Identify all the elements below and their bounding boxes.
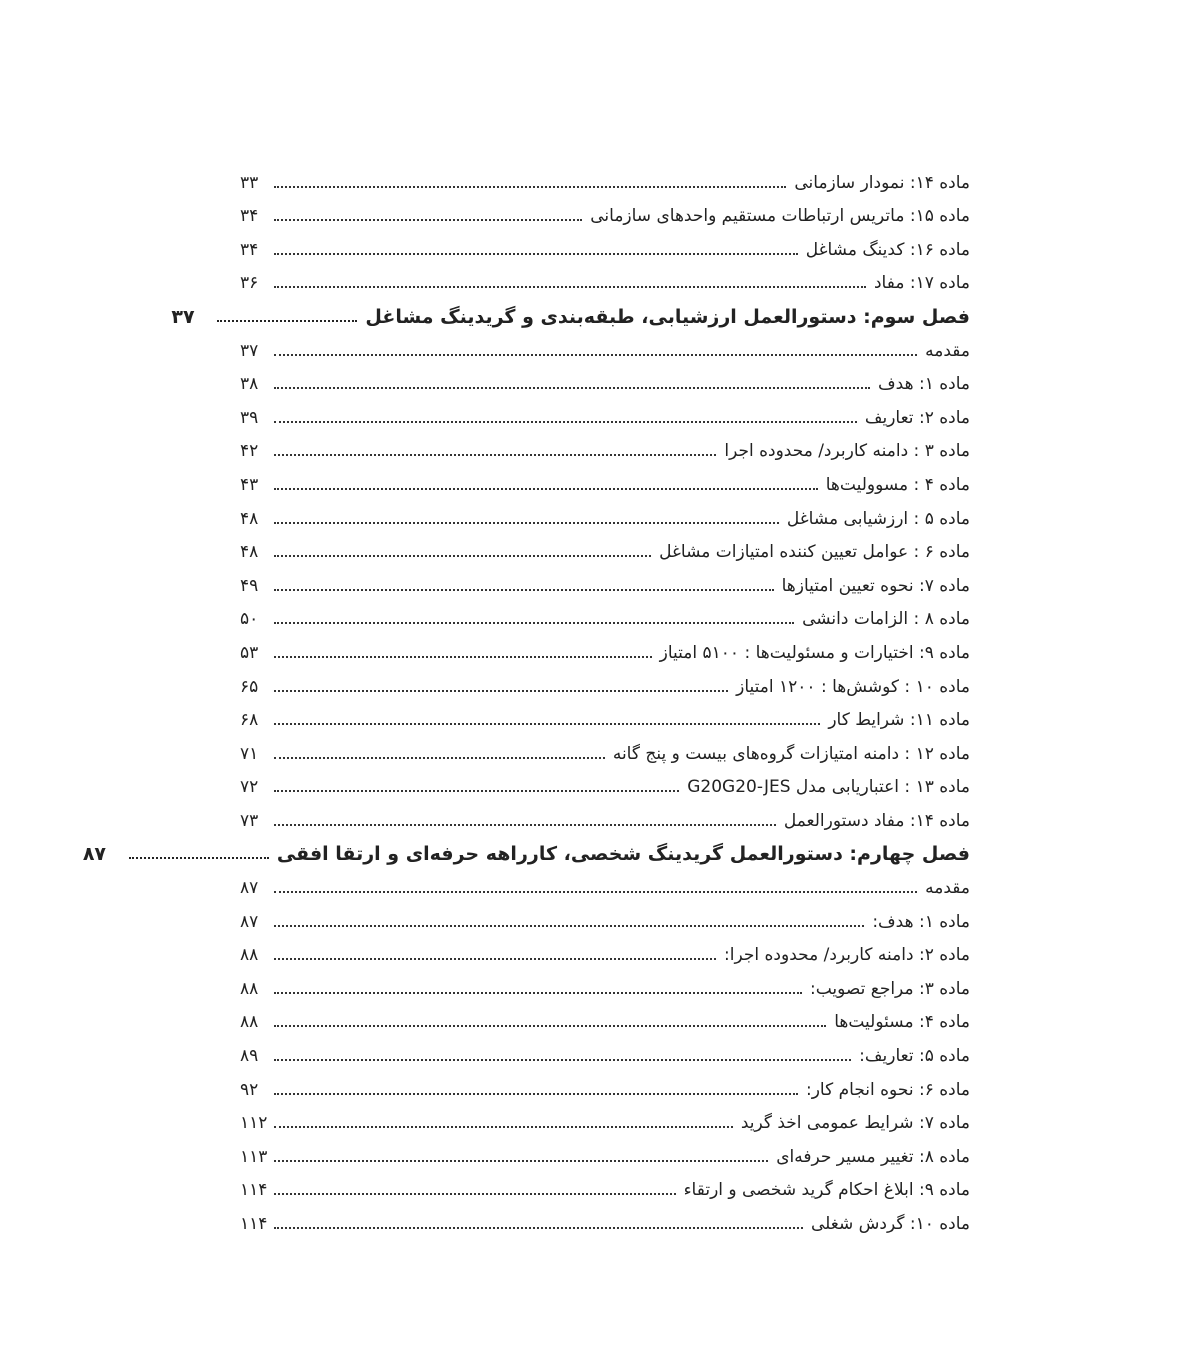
toc-entry-title: ماده ۶ : عوامل تعیین کننده امتیازات مشاغل (659, 542, 970, 563)
toc-entry (240, 801, 970, 835)
toc-entry-page-number: ۴۳ (240, 474, 259, 495)
toc-entry (240, 398, 970, 432)
toc-entry-title: ماده ۸ : الزامات دانشی (802, 609, 970, 630)
dot-leader (274, 1059, 851, 1061)
dot-leader (274, 488, 818, 490)
toc-entry-title: ماده ۱۶: کدینگ مشاغل (805, 239, 970, 260)
toc-entry-title: ماده ۱۱: شرایط کار (828, 710, 970, 731)
dot-leader (217, 320, 357, 322)
toc-entry-page-number: ۳۳ (240, 172, 259, 193)
toc-entry (240, 701, 970, 735)
toc-chapter-heading (82, 835, 970, 869)
toc-entry-page-number: ۱۱۲ (240, 1113, 268, 1134)
dot-leader (274, 824, 776, 826)
toc-entry (240, 1003, 970, 1037)
dot-leader (274, 387, 870, 389)
toc-entry-title: ماده ۷: شرایط عمومی اخذ گرید (740, 1113, 970, 1134)
toc-entry (240, 264, 970, 298)
toc-entry-title: ماده ۱۴: مفاد دستورالعمل (783, 810, 970, 831)
toc-entry-title: ماده ۸: تغییر مسیر حرفه‌ای (776, 1146, 970, 1167)
dot-leader (274, 421, 857, 423)
toc-entry-page-number: ۳۴ (240, 206, 259, 227)
toc-entry (240, 365, 970, 399)
dot-leader (274, 925, 864, 927)
toc-entry-page-number: ۷۳ (240, 810, 259, 831)
dot-leader (274, 286, 866, 288)
toc-entry-title: ماده ۷: نحوه تعیین امتیازها (781, 575, 970, 596)
toc-entry-title: فصل سوم: دستورالعمل ارزشیابی، طبقه‌بندی و گریدینگ مشاغل (365, 305, 970, 328)
toc-entry-page-number: ۳۷ (171, 305, 195, 328)
toc-entry (240, 902, 970, 936)
toc-entry (240, 969, 970, 1003)
toc-entry-page-number: ۴۲ (240, 441, 259, 462)
toc-entry-title: مقدمه (925, 878, 970, 899)
toc-entry-page-number: ۸۷ (82, 843, 107, 866)
toc-entry-title: ماده ۲: دامنه کاربرد/ محدوده اجرا: (724, 945, 970, 966)
dot-leader (274, 1160, 768, 1162)
dot-leader (274, 1126, 733, 1128)
dot-leader (274, 1227, 803, 1229)
toc-entry (240, 633, 970, 667)
dot-leader (274, 253, 798, 255)
toc-entry-page-number: ۳۴ (240, 239, 259, 260)
toc-entry-title: ماده ۱۵: ماتریس ارتباطات مستقیم واحدهای سازمانی (590, 206, 970, 227)
dot-leader (274, 690, 728, 692)
dot-leader (274, 1093, 798, 1095)
toc-entry-page-number: ۶۵ (240, 676, 259, 697)
toc-entry (240, 566, 970, 600)
toc-entry-title: ماده ۱: هدف: (872, 911, 970, 932)
toc-entry-title: ماده ۹: اختیارات و مسئولیت‌ها : ۵۱۰۰ امتیاز (659, 642, 970, 663)
toc-entry (240, 1204, 970, 1238)
toc-entry-title: ماده ۱۰: گردش شغلی (810, 1214, 970, 1234)
toc-entry-page-number: ۵۳ (240, 642, 259, 663)
dot-leader (274, 757, 605, 759)
dot-leader (274, 454, 716, 456)
toc-entry (240, 1036, 970, 1070)
toc-entry (240, 533, 970, 567)
toc-entry-page-number: ۳۶ (240, 273, 259, 294)
toc-entry (240, 768, 970, 802)
toc-entry-page-number: ۷۲ (240, 777, 259, 798)
toc-entry-title: ماده ۱۰ : کوشش‌ها : ۱۲۰۰ امتیاز (736, 676, 970, 697)
dot-leader (274, 723, 820, 725)
toc-entry (240, 331, 970, 365)
toc-entry-title: ماده ۴: مسئولیت‌ها (834, 1012, 970, 1033)
toc-entry-page-number: ۹۲ (240, 1079, 259, 1100)
dot-leader (274, 891, 917, 893)
toc-entry-page-number: ۷۱ (240, 743, 259, 764)
toc-entry-title: ماده ۱۲ : دامنه امتیازات گروه‌های بیست و پنج گانه (612, 743, 970, 764)
dot-leader (274, 622, 794, 624)
toc-entry-page-number: ۳۸ (240, 374, 259, 395)
table-of-contents (82, 163, 970, 1238)
toc-entry-title: ماده ۹: ابلاغ احکام گرید شخصی و ارتقاء (683, 1180, 970, 1201)
dot-leader (274, 1025, 826, 1027)
toc-entry-title: ماده ۵: تعاریف: (859, 1046, 970, 1067)
dot-leader (129, 857, 269, 859)
toc-entry (240, 667, 970, 701)
toc-entry-title: ماده ۱۷: مفاد (873, 273, 970, 294)
toc-entry-page-number: ۸۷ (240, 878, 259, 899)
toc-entry-page-number: ۸۸ (240, 1012, 259, 1033)
toc-entry (240, 197, 970, 231)
toc-entry-title: ماده ۱: هدف (878, 374, 970, 395)
toc-entry (240, 1104, 970, 1138)
dot-leader (274, 522, 779, 524)
toc-entry (240, 936, 970, 970)
toc-entry-page-number: ۱۱۴ (240, 1180, 268, 1201)
toc-entry-page-number: ۸۷ (240, 911, 259, 932)
toc-entry-page-number: ۸۸ (240, 945, 259, 966)
dot-leader (274, 656, 652, 658)
dot-leader (274, 186, 786, 188)
toc-chapter-heading (171, 297, 970, 331)
toc-entry-title: ماده ۶: نحوه انجام کار: (806, 1079, 970, 1100)
toc-entry-page-number: ۸۹ (240, 1046, 259, 1067)
toc-entry (240, 1137, 970, 1171)
toc-entry-title: ماده ۲: تعاریف (864, 407, 970, 428)
toc-entry-page-number: ۶۸ (240, 710, 259, 731)
toc-entry (240, 868, 970, 902)
toc-entry (240, 465, 970, 499)
toc-entry (240, 600, 970, 634)
dot-leader (274, 992, 802, 994)
toc-entry-title: ماده ۱۴: نمودار سازمانی (794, 172, 970, 193)
dot-leader (274, 1193, 676, 1195)
toc-entry-page-number: ۳۷ (240, 340, 259, 361)
toc-entry (240, 1171, 970, 1205)
toc-entry-page-number: ۸۸ (240, 978, 259, 999)
toc-entry-page-number: ۴۹ (240, 575, 259, 596)
dot-leader (274, 958, 716, 960)
toc-entry-title: ماده ۱۳ : اعتباریابی مدل G20G20-JES (687, 777, 970, 798)
toc-entry-page-number: ۴۸ (240, 508, 259, 529)
toc-entry-title: فصل چهارم: دستورالعمل گریدینگ شخصی، کارراهه حرفه‌ای و ارتقا افقی (276, 843, 970, 866)
toc-entry-page-number: ۳۹ (240, 407, 259, 428)
toc-entry (240, 432, 970, 466)
toc-entry (240, 230, 970, 264)
toc-entry (240, 163, 970, 197)
toc-entry-title: ماده ۴ : مسوولیت‌ها (825, 474, 970, 495)
toc-entry-title: ماده ۳ : دامنه کاربرد/ محدوده اجرا (724, 441, 970, 462)
toc-entry (240, 734, 970, 768)
toc-entry-page-number: ۵۰ (240, 609, 259, 630)
toc-entry-title: ماده ۳: مراجع تصویب: (809, 978, 970, 999)
toc-entry (240, 1070, 970, 1104)
dot-leader (274, 555, 651, 557)
dot-leader (274, 219, 582, 221)
dot-leader (274, 354, 917, 356)
toc-entry-title: ماده ۵ : ارزشیابی مشاغل (786, 508, 970, 529)
dot-leader (274, 589, 774, 591)
toc-entry-title: مقدمه (925, 340, 970, 361)
dot-leader (274, 790, 679, 792)
toc-entry (240, 499, 970, 533)
toc-entry-page-number: ۱۱۳ (240, 1146, 268, 1167)
toc-entry-page-number: ۴۸ (240, 542, 259, 563)
toc-entry-page-number: ۱۱۴ (240, 1214, 268, 1234)
